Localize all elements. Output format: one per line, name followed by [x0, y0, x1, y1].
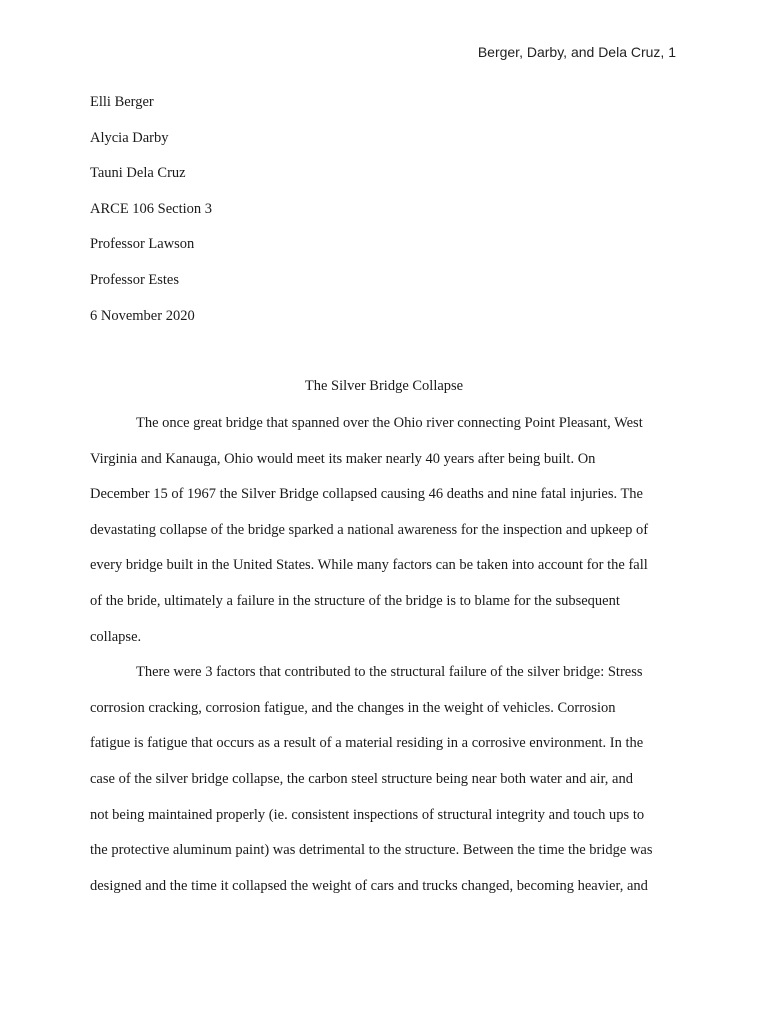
- instructor-name: Professor Estes: [90, 271, 180, 288]
- author-name: Alycia Darby: [90, 129, 169, 146]
- author-name: Tauni Dela Cruz: [90, 165, 186, 182]
- text-line: December 15 of 1967 the Silver Bridge collapsed causing 46 deaths and nine fatal injuries. The: [90, 486, 643, 503]
- document-body: [90, 412, 678, 910]
- text-line: The once great bridge that spanned over the Ohio river connecting Point Pleasant, West: [136, 415, 643, 431]
- text-line: collapse.: [90, 628, 142, 645]
- instructor-name: Professor Lawson: [90, 236, 195, 253]
- text-line: Virginia and Kanauga, Ohio would meet its maker nearly 40 years after being built. On: [90, 450, 596, 467]
- text-line: fatigue is fatigue that occurs as a result of a material residing in a corrosive environment. In the: [90, 735, 644, 752]
- text-line: of the bride, ultimately a failure in the structure of the bridge is to blame for the subsequent: [90, 592, 620, 609]
- paragraph: [90, 412, 678, 661]
- text-line: not being maintained properly (ie. consistent inspections of structural integrity and touch ups to: [90, 806, 645, 823]
- course-name: ARCE 106 Section 3: [90, 200, 213, 217]
- mla-heading: [90, 92, 680, 341]
- document-date: 6 November 2020: [90, 307, 195, 324]
- paragraph: [90, 661, 678, 910]
- text-line: There were 3 factors that contributed to the structural failure of the silver bridge: Stress: [136, 664, 643, 681]
- running-header: Berger, Darby, and Dela Cruz, 1: [477, 44, 676, 60]
- text-line: corrosion cracking, corrosion fatigue, and the changes in the weight of vehicles. Corrosion: [90, 699, 616, 716]
- text-line: the protective aluminum paint) was detrimental to the structure. Between the time the bridge was: [90, 842, 653, 859]
- text-line: designed and the time it collapsed the weight of cars and trucks changed, becoming heavier, and: [90, 877, 648, 894]
- author-name: Elli Berger: [90, 94, 154, 110]
- text-line: every bridge built in the United States. While many factors can be taken into account for the fall: [90, 557, 648, 574]
- document-title: The Silver Bridge Collapse: [304, 378, 464, 394]
- text-line: devastating collapse of the bridge sparked a national awareness for the inspection and upkeep of: [90, 521, 649, 538]
- text-line: case of the silver bridge collapse, the carbon steel structure being near both water and air, and: [90, 770, 633, 787]
